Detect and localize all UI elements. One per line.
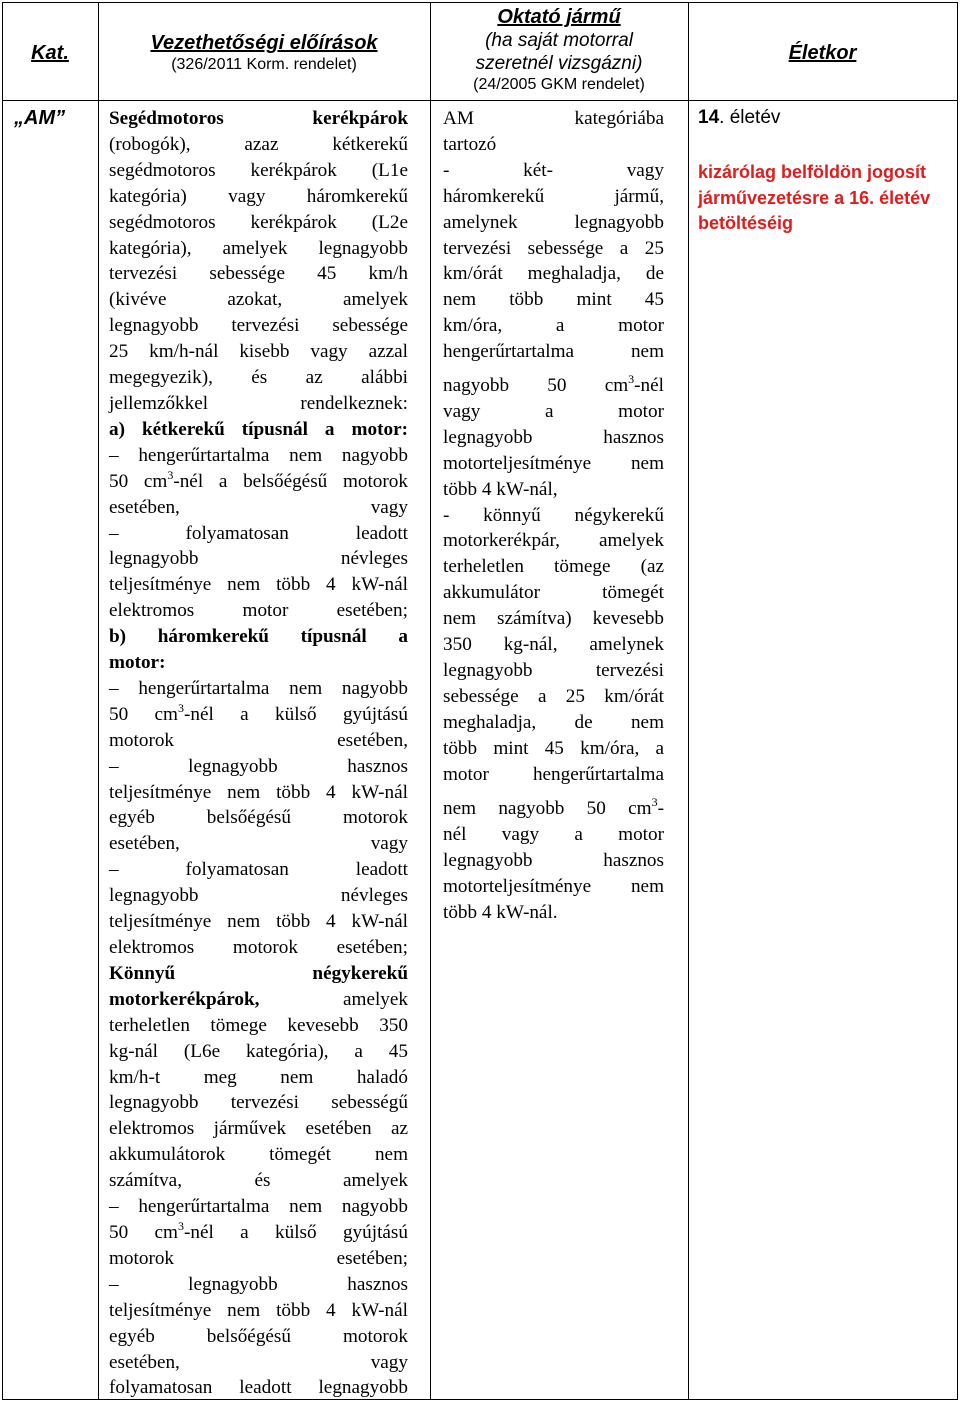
text-run: motorteljesítménye nem [443, 875, 664, 897]
oktato-text-part1 [443, 106, 664, 365]
text-line [109, 1220, 408, 1246]
text-run: legnagyobb tervezési sebessége [109, 315, 408, 337]
text-line [109, 443, 408, 469]
text-line [109, 417, 408, 443]
header-oktato-line1: (ha saját motorral [485, 30, 633, 51]
text-line [109, 624, 408, 650]
text-line [109, 702, 408, 728]
text-run: esetében, vagy [109, 496, 408, 518]
text-run: legnagyobb névleges [109, 548, 408, 570]
text-line [443, 736, 664, 762]
text-line [109, 546, 408, 572]
text-line [109, 1375, 408, 1401]
text-run: teljesítménye nem több 4 kW-nál [109, 574, 408, 596]
text-line [109, 1168, 408, 1194]
text-run: amelynek legnagyobb [443, 211, 664, 233]
text-run: nagyobb 50 cm [443, 375, 629, 396]
vezethetoseg-text [109, 106, 408, 1401]
text-run: terheletlen tömege kevesebb 350 [109, 1014, 408, 1036]
text-run: Könnyű négykerekű [109, 962, 408, 984]
text-line [109, 805, 408, 831]
text-line [109, 1272, 408, 1298]
text-run: segédmotoros kerékpárok (L1e [109, 159, 408, 181]
text-line [109, 287, 408, 313]
text-run: esetében, vagy [109, 833, 408, 855]
text-run: - [657, 798, 664, 819]
text-run: tartozó [443, 133, 497, 155]
header-eletkor: Életkor [788, 42, 857, 64]
text-line [109, 728, 408, 754]
text-line [443, 710, 664, 736]
text-run: 50 cm [109, 703, 178, 725]
text-run: teljesítménye nem több 4 kW-nál [109, 781, 408, 803]
text-line [109, 987, 408, 1013]
text-line [109, 857, 408, 883]
text-run: AM kategóriába [443, 108, 664, 129]
text-run: – hengerűrtartalma nem nagyobb [109, 677, 408, 699]
header-vezethetoseg-sub: (326/2011 Korm. rendelet) [171, 56, 357, 73]
text-line [443, 106, 664, 132]
text-line [443, 900, 664, 926]
category-am: „AM” [14, 107, 66, 129]
text-run: egyéb belsőégésű motorok [109, 807, 408, 829]
text-run: motorkerékpár, amelyek [443, 530, 664, 552]
table-border-right [957, 2, 958, 1400]
text-line [443, 477, 664, 503]
text-line [443, 425, 664, 451]
text-run: egyéb belsőégésű motorok [109, 1325, 408, 1347]
text-run: – folyamatosan leadott [109, 859, 408, 881]
text-run: akkumulátor tömegét [443, 582, 664, 604]
text-line [443, 796, 664, 822]
text-line [443, 261, 664, 287]
superscript: 3 [651, 795, 658, 809]
age-number: 14 [698, 107, 720, 128]
text-line [109, 339, 408, 365]
text-run: legnagyobb hasznos [443, 426, 664, 448]
text-run: tervezési sebessége 45 km/h [109, 263, 408, 285]
header-oktato-line2: szeretnél vizsgázni) [475, 53, 643, 74]
text-line [109, 1039, 408, 1065]
text-line [109, 1065, 408, 1091]
header-oktato [430, 6, 688, 94]
text-run: legnagyobb tervezési [443, 659, 664, 681]
text-run: – hengerűrtartalma nem nagyobb [109, 1196, 408, 1218]
text-run: motorkerékpárok, [109, 988, 260, 1010]
text-line [443, 684, 664, 710]
age-note: kizárólag belföldön jogosít járművezetésre a 16. életév betöltéséig [698, 162, 931, 233]
text-line [109, 391, 408, 417]
header-vezethetoseg [98, 32, 430, 74]
superscript: 3 [628, 372, 635, 386]
text-run: kategória), amelyek legnagyobb [109, 237, 408, 259]
text-line [109, 909, 408, 935]
text-line [109, 1013, 408, 1039]
text-run: legnagyobb névleges [109, 885, 408, 907]
column-divider-2 [430, 2, 431, 1400]
text-run: teljesítménye nem több 4 kW-nál [109, 911, 408, 933]
text-run: km/órát meghaladja, de [443, 263, 664, 285]
text-run: motor hengerűrtartalma [443, 763, 664, 785]
text-line [443, 848, 664, 874]
text-line [109, 106, 408, 132]
text-run: – legnagyobb hasznos [109, 1273, 408, 1295]
text-line [109, 210, 408, 236]
text-line [109, 883, 408, 909]
text-line [443, 287, 664, 313]
text-run: segédmotoros kerékpárok (L2e [109, 211, 408, 233]
text-line [109, 313, 408, 339]
header-oktato-title: Oktató jármű [497, 6, 621, 28]
text-line [109, 961, 408, 987]
text-run: elektromos motor esetében; [109, 600, 408, 622]
text-run: -nél a belsőégésű motorok [173, 470, 408, 492]
text-run: nem nagyobb 50 cm [443, 798, 652, 819]
text-run: 350 kg-nál, amelynek [443, 634, 664, 656]
text-run: 50 cm [109, 470, 168, 492]
text-run: több mint 45 km/óra, a [443, 737, 664, 759]
text-run: Segédmotoros kerékpárok [109, 108, 408, 129]
text-run: több 4 kW-nál, [443, 478, 558, 500]
oktato-text-part3 [443, 796, 664, 926]
text-run: számítva, és amelyek [109, 1170, 408, 1192]
text-line [443, 451, 664, 477]
text-line [109, 935, 408, 961]
text-line [109, 132, 408, 158]
text-run: elektromos járművek esetében az [109, 1118, 408, 1140]
text-run: legnagyobb tervezési sebességű [109, 1092, 408, 1114]
text-run: amelyek [259, 988, 408, 1010]
text-line [109, 261, 408, 287]
text-line [109, 1350, 408, 1376]
text-run: motorok esetében; [109, 1247, 408, 1269]
text-line [109, 1324, 408, 1350]
age-requirement [698, 107, 780, 129]
superscript: 3 [177, 1218, 184, 1233]
text-line [109, 754, 408, 780]
text-run: a) kétkerekű típusnál a motor: [109, 418, 408, 440]
text-run: tervezési sebessége a 25 [443, 237, 664, 259]
text-run: b) háromkerekű típusnál a [109, 626, 408, 648]
text-line [443, 554, 664, 580]
age-suffix: . életév [719, 107, 781, 128]
text-line [109, 184, 408, 210]
text-line [443, 158, 664, 184]
text-run: -nél a külső gyújtású [183, 1221, 408, 1243]
text-run: motorok esetében, [109, 729, 408, 751]
text-line [109, 495, 408, 521]
text-run: kategória) vagy háromkerekű [109, 185, 408, 207]
text-line [109, 1298, 408, 1324]
text-run: több 4 kW-nál. [443, 901, 558, 923]
text-run: nem több mint 45 [443, 289, 664, 311]
text-line [443, 580, 664, 606]
text-run: km/h-t meg nem haladó [109, 1066, 408, 1088]
text-run: km/óra, a motor [443, 315, 664, 337]
superscript: 3 [177, 700, 184, 715]
text-run: meghaladja, de nem [443, 711, 664, 733]
text-run: (robogók), azaz kétkerekű [109, 133, 408, 155]
text-line [443, 210, 664, 236]
text-line [443, 606, 664, 632]
column-divider-1 [98, 2, 99, 1400]
text-line [443, 632, 664, 658]
text-run: sebessége a 25 km/órát [443, 685, 664, 707]
text-run: – hengerűrtartalma nem nagyobb [109, 444, 408, 466]
text-line [109, 1194, 408, 1220]
text-line [109, 521, 408, 547]
text-line [109, 831, 408, 857]
text-run: elektromos motorok esetében; [109, 937, 408, 958]
text-run: nem számítva) kevesebb [443, 608, 664, 630]
text-line [109, 1142, 408, 1168]
text-line [443, 184, 664, 210]
text-line [109, 1246, 408, 1272]
table-border-left [2, 2, 3, 1400]
text-line [109, 158, 408, 184]
table-border-top [2, 2, 958, 3]
text-run: -nél [634, 375, 664, 396]
text-run: motor: [109, 652, 166, 674]
text-run: esetében, vagy [109, 1351, 408, 1373]
text-run: - két- vagy [443, 159, 664, 181]
text-line [443, 236, 664, 262]
text-run: vagy a motor [443, 400, 664, 422]
text-run: - könnyű négykerekű [443, 504, 664, 526]
text-run: – legnagyobb hasznos [109, 755, 408, 777]
text-line [109, 572, 408, 598]
text-line [109, 1090, 408, 1116]
text-run: nél vagy a motor [443, 823, 664, 845]
header-vezethetoseg-title: Vezethetőségi előírások [150, 32, 378, 54]
text-line [109, 676, 408, 702]
text-run: (kivéve azokat, amelyek [109, 289, 408, 311]
text-run: hengerűrtartalma nem [443, 341, 664, 363]
header-oktato-sub: (24/2005 GKM rendelet) [473, 76, 645, 93]
text-line [443, 313, 664, 339]
text-line [443, 503, 664, 529]
text-line [443, 399, 664, 425]
text-run: teljesítménye nem több 4 kW-nál [109, 1299, 408, 1321]
text-run: háromkerekű jármű, [443, 185, 664, 207]
text-line [443, 658, 664, 684]
text-line [109, 1116, 408, 1142]
text-line [109, 780, 408, 806]
text-run: folyamatosan leadott legnagyobb [109, 1377, 408, 1399]
text-run: motorteljesítménye nem [443, 452, 664, 474]
text-run: jellemzőkkel rendelkeznek: [109, 392, 408, 414]
text-line [109, 598, 408, 624]
text-run: akkumulátorok tömegét nem [109, 1144, 408, 1166]
text-line [443, 528, 664, 554]
text-line [109, 365, 408, 391]
header-divider [2, 100, 958, 101]
text-line [109, 236, 408, 262]
text-line [109, 650, 408, 676]
text-line [443, 339, 664, 365]
text-run: kg-nál (L6e kategória), a 45 [109, 1040, 408, 1062]
column-divider-3 [688, 2, 689, 1400]
text-line [443, 822, 664, 848]
header-kat: Kat. [31, 42, 69, 64]
text-line [443, 373, 664, 399]
text-run: -nél a külső gyújtású [183, 703, 408, 725]
oktato-text-part2 [443, 373, 664, 788]
text-line [109, 469, 408, 495]
text-line [443, 762, 664, 788]
superscript: 3 [167, 467, 174, 482]
text-run: – folyamatosan leadott [109, 522, 408, 544]
text-line [443, 874, 664, 900]
text-run: terheletlen tömege (az [443, 556, 664, 578]
text-run: 25 km/h-nál kisebb vagy azzal [109, 341, 408, 363]
text-run: 50 cm [109, 1221, 178, 1243]
text-run: megegyezik), és az alábbi [109, 367, 408, 389]
text-run: legnagyobb hasznos [443, 849, 664, 871]
text-line [443, 132, 664, 158]
